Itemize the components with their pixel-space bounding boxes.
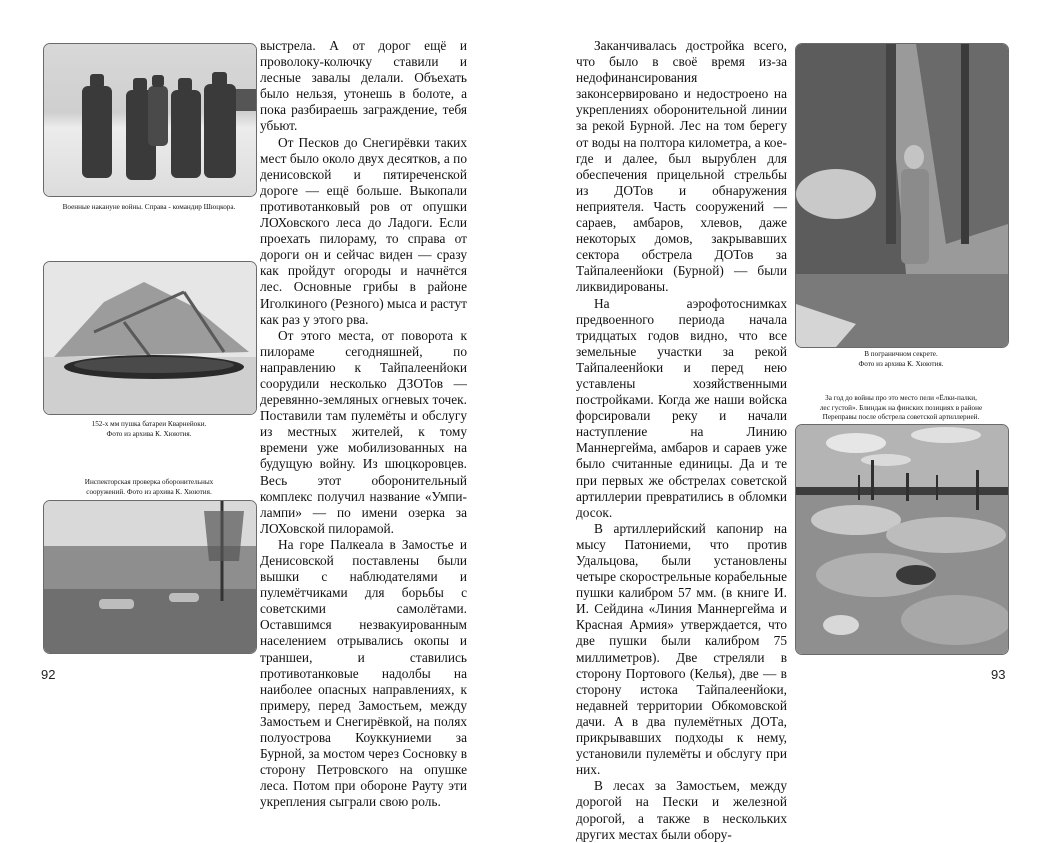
paragraph: На аэрофотоснимках предвоенного периода начала тридцатых годов видно, что все земельные участки за рекой Тайпалеенйоки и перед нею уставлены хозяйственными постройками. Когда же наши войска форсировали реку и начали наступление на Линию Маннергейма, амбаров и сараев уже было считанные единицы. Да и те при первых же обстрелах советской артиллерии превратились в обломки досок. bbox=[576, 295, 787, 520]
photo-border-outpost bbox=[795, 43, 1009, 348]
caption-line: В пограничном секрете. bbox=[864, 350, 938, 358]
photo-caption bbox=[795, 350, 1007, 369]
caption-line: Инспекторская проверка оборонительных bbox=[84, 478, 214, 486]
photo-shelled-dugout bbox=[795, 424, 1009, 655]
caption-line: лес густой». Блиндаж на финских позициях в районе bbox=[819, 403, 983, 412]
text-column-left bbox=[260, 38, 467, 811]
paragraph: В артиллерийский капонир на мысу Патониеми, что против Удальцова, были установлены четыре скорострельные корабельные пушки калибром 57 мм. (в книге И. И. Сейдина «Линия Маннергейма и Красная Армия» утверждается, что две пушки были калибром 75 миллиметров). Две стреляли в сторону Портового (Келья), две — в сторону истока Тайпалеенйоки, недавней территории Обкомовской дачи. А в два пулемётных ДОТа, прикрывавших подходы к нему, установили пулемёты и обслугу при них. bbox=[576, 520, 787, 778]
paragraph: В лесах за Замостьем, между дорогой на Пески и железной дорогой, а также в нескольких других местах были обору- bbox=[576, 778, 787, 842]
page-number-left: 92 bbox=[41, 667, 56, 682]
photo-military-before-war bbox=[43, 43, 257, 197]
photo-gun-emplacement-image bbox=[44, 262, 256, 414]
photo-sentry-in-forest-image bbox=[796, 44, 1008, 347]
photo-inspection bbox=[43, 500, 257, 654]
photo-soldiers-in-snow-image bbox=[44, 44, 256, 196]
paragraph: Заканчивалась достройка всего, что было в своё время из-за недофинансирования законсервировано и недостроено на укреплениях оборонительной линии за рекой Бурной. Лес на том берегу от воды на полтора километра, а кое-где и далее, был вырублен для обеспечения прицельной стрельбы из ДОТов и обнаружения неприятеля. Часть сооружений — сараев, амбаров, хлевов, даже некоторых домов, закрывавших сектора обстрела ДОТов за Тайпалеенйоки (Бурной) — были ликвидированы. bbox=[576, 38, 787, 295]
photo-forest-cars-image bbox=[44, 501, 256, 653]
text-column-right bbox=[576, 38, 787, 843]
photo-caption bbox=[43, 420, 255, 439]
caption-line: Переправы после обстрела советской артиллерией. bbox=[822, 413, 980, 422]
caption-line: 152-х мм пушка батареи Кварнейоки. bbox=[91, 420, 207, 428]
caption-line: За год до войны про это место пели «Ёлки-палки, bbox=[825, 394, 977, 402]
caption-line: Фото из архива К. Хюютия. bbox=[858, 359, 944, 368]
photo-caption: Военные накануне войны. Справа - командир Шюцкора. bbox=[62, 203, 236, 211]
photo-devastated-landscape-image bbox=[796, 425, 1008, 654]
paragraph: На горе Палкеала в Замостье и Денисовской поставлены были вышки с наблюдателями и пулемётчиками для борьбы с советскими самолётами. Оставшимся незвакуированным населением отрывались окопы и траншеи, и ставились противотанковые надолбы на наиболее опасных направлениях, к примеру, перед Замостьем, между Замостьем и Снегирёвкой, на полях полуострова Коуккуниеми за Бурной, за мостом через Сосновку в сторону Петровского на опушке леса. Потом при обороне Рауту эти укрепления сыграли свою роль. bbox=[260, 536, 467, 810]
photo-152mm-gun bbox=[43, 261, 257, 415]
paragraph: выстрела. А от дорог ещё и проволоку-колючку ставили и лесные завалы делали. Объехать было нельзя, утонешь в болоте, а пока разбираешь заграждение, тебя убьют. bbox=[260, 38, 467, 134]
caption-line: сооружений. Фото из архива К. Хюютия. bbox=[86, 487, 212, 496]
left-page-92 bbox=[0, 0, 524, 810]
caption-line: Фото из архива К. Хюютия. bbox=[106, 429, 192, 438]
right-page-93 bbox=[525, 0, 1049, 842]
paragraph: От этого места, от поворота к пилораме сегодняшней, по направлению к Тайпалеенйоки соорудили несколько ДЗОТов — деревянно-земляных огневых точек. Поставили там пулемёты и обслугу из местных жителей, к тому времени уже мобилизованных на будущую войну. Из шюцкоровцев. Весь этот оборонительный комплекс получил название «Умпи-лампи» — по имени озерка за ЛОХовской пилорамой. bbox=[260, 327, 467, 536]
photo-caption bbox=[43, 478, 255, 497]
page-number-right: 93 bbox=[991, 667, 1006, 682]
photo-caption bbox=[795, 394, 1007, 423]
paragraph: От Песков до Снегирёвки таких мест было около двух десятков, а по денисовской и пятиреченской дороге — ещё больше. Выкопали противотанковый ров от опушки ЛОХовского леса до Ладоги. Если проехать пилораму, то справа от дороги он и сейчас виден — сразу как пройдут огороды и начнётся лес. Основные грибы в районе Иголкиного (Резного) мыса и растут как раз у этого рва. bbox=[260, 134, 467, 327]
